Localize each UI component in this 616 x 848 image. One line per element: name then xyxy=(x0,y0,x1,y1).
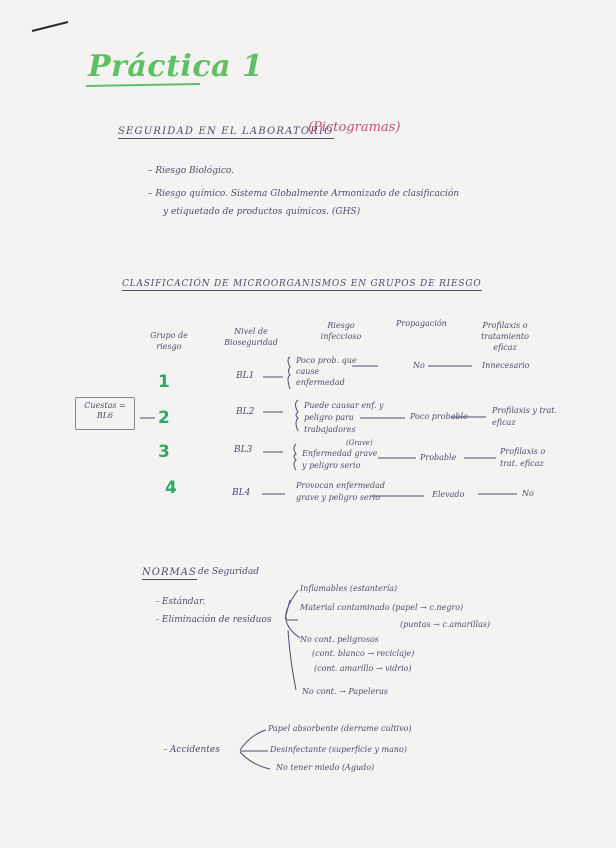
risk-group-number: 4 xyxy=(165,478,177,498)
disposal-branch: (cont. blanco → reciclaje) xyxy=(312,649,415,658)
risk-note: (Grave) xyxy=(346,439,373,447)
propagation-value: Probable xyxy=(420,453,457,462)
column-header: Grupo de riesgo xyxy=(150,331,188,351)
propagation-value: Poco probable xyxy=(410,412,468,421)
accident-branch: Desinfectante (superficie y mano) xyxy=(270,745,407,754)
pen-stroke xyxy=(32,22,68,31)
biosafety-level: BL1 xyxy=(236,371,255,381)
disposal-branch: Inflamables (estantería) xyxy=(300,584,398,593)
risk-group-number: 1 xyxy=(158,372,170,392)
accident-branch: No tener miedo (Agudo) xyxy=(276,763,375,772)
norms-heading-rest: de Seguridad xyxy=(198,567,260,577)
classification-heading: CLASIFICACIÓN DE MICROORGANISMOS EN GRUPOS DE RIESGO xyxy=(122,279,482,289)
disposal-branch: No cont. peligrosos xyxy=(300,635,379,644)
norm-item: - Eliminación de residuos xyxy=(156,615,272,625)
page-title: Práctica 1 xyxy=(88,49,264,84)
propagation-value: Elevado xyxy=(432,490,465,499)
biosafety-level: BL4 xyxy=(232,488,251,498)
treatment-value: No xyxy=(522,489,534,498)
biosafety-level: BL2 xyxy=(236,407,255,417)
propagation-value: No xyxy=(413,361,425,370)
risk-group-number: 3 xyxy=(158,442,170,462)
security-heading-paren: (Pictogramas) xyxy=(308,120,401,135)
column-header: Nivel de Bioseguridad xyxy=(224,327,278,347)
bullet-item: – Riesgo Biológico. xyxy=(148,166,235,176)
risk-description: Poco prob. que cause enfermedad xyxy=(296,356,357,387)
column-header: Riesgo infeccioso xyxy=(320,321,362,341)
column-header: Profilaxis o tratamiento eficaz xyxy=(481,321,529,352)
accident-branch: Papel absorbente (derrame cultivo) xyxy=(268,724,412,733)
risk-group-number: 2 xyxy=(158,408,170,428)
bullet-item: – Riesgo químico. Sistema Globalmente Armonizado de clasificación xyxy=(148,189,460,199)
treatment-value: Profilaxis y trat. eficaz xyxy=(492,406,558,427)
bullet-continuation: y etiquetado de productos químicos. (GHS) xyxy=(163,207,361,217)
bullet-text: Riesgo Biológico. xyxy=(155,166,235,176)
risk-description: Puede causar enf. y peligro para trabajadores xyxy=(304,401,384,434)
title-underline xyxy=(86,84,200,86)
treatment-value: Innecesario xyxy=(482,361,530,370)
column-header: Propagación xyxy=(396,319,447,328)
norm-item: - Estándar. xyxy=(156,597,206,607)
norms-heading: NORMAS xyxy=(142,567,197,578)
risk-description: Enfermedad grave y peligro serio xyxy=(302,449,378,470)
side-note-box: Cuestas = BL6 xyxy=(75,397,135,430)
disposal-branch: (puntas → c.amarillas) xyxy=(400,620,491,629)
disposal-branch: No cont. → Papeleras xyxy=(302,687,388,696)
disposal-branch: Material contaminado (papel → c.negro) xyxy=(300,603,464,612)
bullet-text: Riesgo químico. Sistema Globalmente Armonizado de clasificación xyxy=(155,189,460,199)
treatment-value: Profilaxis o trat. eficaz xyxy=(500,447,546,468)
biosafety-level: BL3 xyxy=(234,445,253,455)
accidents-label: - Accidentes xyxy=(164,745,220,755)
disposal-branch: (cont. amarillo → vidrio) xyxy=(314,664,412,673)
risk-description: Provocan enfermedad grave y peligro serio xyxy=(296,481,386,502)
security-heading: SEGURIDAD EN EL LABORATORIO xyxy=(118,126,334,137)
